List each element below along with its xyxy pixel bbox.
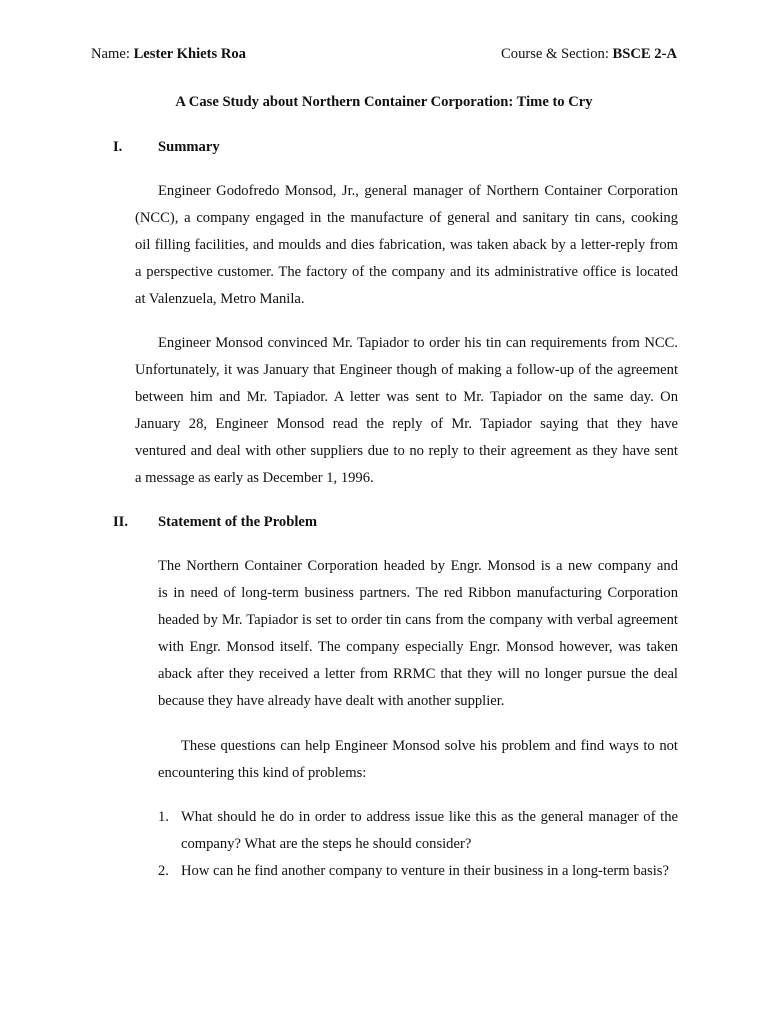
name-value: Lester Khiets Roa — [133, 46, 246, 62]
section-number: I. — [113, 139, 123, 155]
paragraph-line: oil filling facilities, and moulds and dies fabrication, was taken aback by a letter-reply from — [135, 237, 678, 253]
problem-paragraph-1 — [158, 553, 678, 715]
question-number: 2. — [158, 863, 169, 879]
paragraph-line: These questions can help Engineer Monsod solve his problem and find ways to not — [181, 738, 678, 754]
paragraph-line: ventured and deal with other suppliers due to no reply to their agreement as they have sent — [135, 443, 678, 459]
question-line: How can he find another company to venture in their business in a long-term basis? — [181, 863, 669, 879]
course-value: BSCE 2-A — [612, 46, 677, 62]
document-title: A Case Study about Northern Container Corporation: Time to Cry — [175, 94, 593, 110]
course-section — [501, 46, 677, 63]
paragraph-line: a perspective customer. The factory of the company and its administrative office is located — [135, 264, 678, 280]
paragraph-line: is in need of long-term business partners. The red Ribbon manufacturing Corporation — [158, 585, 678, 601]
list-item — [158, 858, 678, 885]
summary-paragraph-2 — [135, 330, 678, 492]
paragraph-line: (NCC), a company engaged in the manufacture of general and sanitary tin cans, cooking — [135, 210, 678, 226]
problem-paragraph-2 — [158, 733, 678, 787]
paragraph-line: aback after they received a letter from RRMC that they will no longer pursue the deal — [158, 666, 678, 682]
paragraph-line: at Valenzuela, Metro Manila. — [135, 291, 305, 307]
paragraph-line: a message as early as December 1, 1996. — [135, 470, 374, 486]
paragraph-line: Engineer Godofredo Monsod, Jr., general manager of Northern Container Corporation — [158, 183, 678, 199]
course-label: Course & Section: — [501, 46, 609, 62]
paragraph-line: Engineer Monsod convinced Mr. Tapiador to order his tin can requirements from NCC. — [158, 335, 678, 351]
section-heading-statement-of-problem — [113, 514, 317, 531]
list-item — [158, 804, 678, 858]
paragraph-line: headed by Mr. Tapiador is set to order tin cans from the company with verbal agreement — [158, 612, 678, 628]
section-title: Statement of the Problem — [158, 514, 318, 530]
section-title: Summary — [158, 139, 220, 155]
paragraph-line: between him and Mr. Tapiador. A letter was sent to Mr. Tapiador on the same day. On — [135, 389, 678, 405]
question-number: 1. — [158, 809, 169, 825]
name-label: Name: — [91, 46, 130, 62]
paragraph-line: encountering this kind of problems: — [158, 765, 367, 781]
question-list — [158, 804, 678, 885]
question-line: What should he do in order to address issue like this as the general manager of the — [181, 809, 678, 825]
paragraph-line: with Engr. Monsod itself. The company especially Engr. Monsod however, was taken — [158, 639, 678, 655]
summary-paragraph-1 — [135, 178, 678, 313]
paragraph-line: The Northern Container Corporation headed by Engr. Monsod is a new company and — [158, 558, 678, 574]
student-name — [91, 46, 246, 63]
question-line: company? What are the steps he should consider? — [181, 836, 472, 852]
paragraph-line: January 28, Engineer Monsod read the reply of Mr. Tapiador saying that they have — [135, 416, 678, 432]
section-number: II. — [113, 514, 129, 530]
paragraph-line: Unfortunately, it was January that Engineer though of making a follow-up of the agreement — [135, 362, 678, 378]
paragraph-line: because they have already have dealt with another supplier. — [158, 693, 505, 709]
section-heading-summary — [113, 139, 220, 156]
